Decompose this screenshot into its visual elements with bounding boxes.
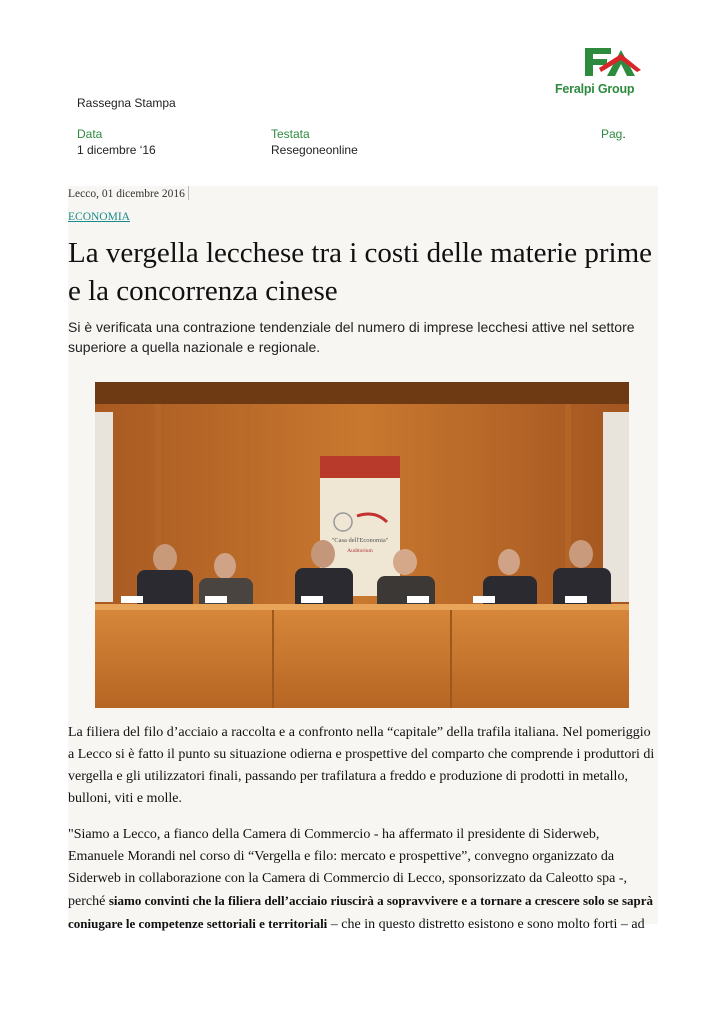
article-dateline: Lecco, 01 dicembre 2016	[68, 188, 185, 200]
data-value: 1 dicembre ‘16	[77, 143, 156, 157]
pag-label: Pag	[601, 127, 623, 141]
banner-text: "Casa dell'Economia"	[331, 537, 389, 544]
pag-label-wrap	[601, 127, 626, 141]
article-subheadline: Si è verificata una contrazione tendenziale del numero di imprese lecchesi attive nel settore superiore a quella nazionale e regionale.	[68, 319, 635, 355]
conference-photo	[95, 382, 629, 708]
paragraph-2-bold: siamo convinti che la filiera dell’acciaio riuscirà a sopravvivere e a tornare a crescere solo se saprà coniugare le competenze settoriali e territoriali	[68, 893, 654, 931]
banner-subtext: Auditorium	[347, 548, 373, 554]
paragraph-2-end: – che in questo distretto esistono e sono molto forti – ad	[327, 917, 645, 932]
section-title: Rassegna Stampa	[77, 96, 176, 110]
article-headline: La vergella lecchese tra i costi delle materie prime e la concorrenza cinese	[68, 237, 653, 307]
feralpi-logo	[555, 46, 645, 102]
testata-value: Resegoneonline	[271, 143, 358, 157]
section-link-economia[interactable]: ECONOMIA	[68, 211, 130, 223]
dateline-separator	[188, 186, 189, 200]
testata-label: Testata	[271, 127, 310, 141]
pag-dot: .	[622, 127, 626, 141]
data-label: Data	[77, 127, 103, 141]
article	[68, 186, 658, 932]
paragraph-2-start: "Siamo a Lecco, a fianco della Camera di Commercio - ha affermato il presidente di Siderweb, Emanuele Morandi nel corso di “Vergella e filo: mercato e prospettive”, convegno organizzato da Siderweb in collaborazione con la Camera di Commercio di Lecco, sponsorizzato da Caleotto spa -, perché	[68, 827, 628, 909]
feralpi-logo-mark-icon	[555, 46, 645, 86]
article-paragraph-2	[68, 824, 656, 936]
article-paragraph-1: La filiera del filo d’acciaio a raccolta e a confronto nella “capitale” della trafila italiana. Nel pomeriggio a Lecco si è fatto il punto su situazione odierna e prospettive del comparto che comprende i produttori di vergella e gli utilizzatori finali, passando per trafilatura a freddo e produzione di prodotti in metallo, bulloni, viti e molle.	[68, 725, 655, 806]
conference-panel-image	[95, 382, 629, 708]
brand-name: Feralpi Group	[555, 82, 635, 96]
